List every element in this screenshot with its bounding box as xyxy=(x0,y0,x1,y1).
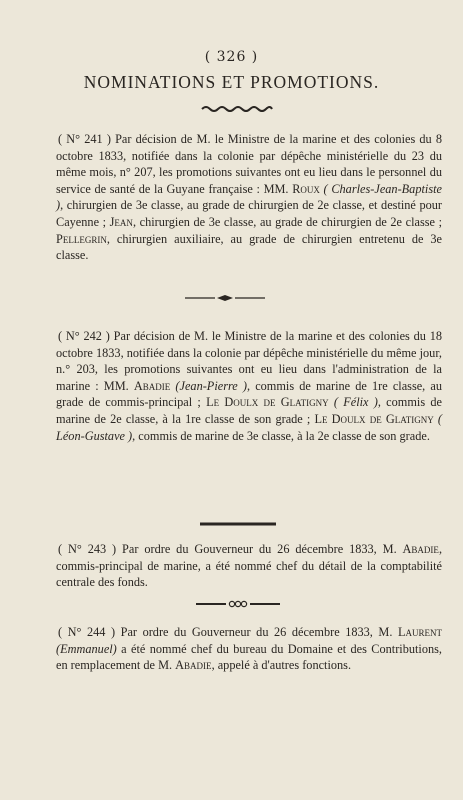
entry-242 xyxy=(56,328,442,444)
entry-text-part: Laurent xyxy=(397,625,442,639)
entry-243 xyxy=(56,541,442,591)
entry-text-part: Abadie xyxy=(175,658,212,673)
entry-text-part: Par ordre du Gouverneur du 26 décembre 1833, M. xyxy=(115,625,398,639)
entry-text-part: , chirurgien de 3e classe, au grade de chirurgien de 2e classe ; xyxy=(132,214,442,229)
entry-text-part: Abadie xyxy=(133,378,171,393)
page-title: NOMINATIONS ET PROMOTIONS. xyxy=(83,72,380,92)
entry-text-part: (Jean-Pierre ) xyxy=(170,378,247,393)
entry-text-part: a été nommé chef du bureau du Domaine et des Contributions, en remplacement de M. xyxy=(56,641,442,673)
entry-text-part: , commis de marine de 3e classe, à la 2e classe de son grade. xyxy=(132,428,430,443)
entry-text-part: , chirurgien de 3e classe, au grade de chirurgien de 2e classe, et destiné pour Cayenne ; xyxy=(56,198,442,229)
entry-text-part: , chirurgien auxiliaire, au grade de chirurgien entretenu de 3e classe. xyxy=(56,231,442,263)
entry-text-part: , commis de marine de 1re classe, au grade de commis-principal ; xyxy=(56,378,442,410)
entry-text-part: ( Félix ) xyxy=(328,395,378,410)
entry-text-part: Par décision de M. le Ministre de la marine et des colonies du 8 octobre 1833, notifiée dans la colonie par dépêche ministérielle du 23 du même mois, n° 207, les promotions suivantes ont eu lieu dans le personnel du service de santé de la Guyane française : MM. xyxy=(56,132,443,196)
entry-number: ( N° 243 ) xyxy=(58,542,117,556)
entry-number: ( N° 242 ) xyxy=(58,329,110,343)
entry-text-part: Le Doulx de Glatigny xyxy=(206,395,329,410)
title-ornament xyxy=(200,104,274,114)
entry-241 xyxy=(56,131,442,264)
separator-ornament xyxy=(185,294,265,302)
entry-text-part: , commis-principal de marine, a été nommé chef du détail de la comptabilité centrale des fonds. xyxy=(56,542,443,590)
entry-text-part: Pellegrin xyxy=(56,231,107,246)
entry-244 xyxy=(56,624,442,674)
separator-ornament xyxy=(196,600,280,608)
entry-text-part: , appelé à d'autres fonctions. xyxy=(211,658,352,673)
page-number: ( 326 ) xyxy=(204,49,259,65)
entry-text-part: Jean xyxy=(109,214,133,229)
entry-text-part: (Emmanuel) xyxy=(56,641,117,656)
entry-text-part: Abadie xyxy=(402,542,439,556)
entry-number: ( N° 244 ) xyxy=(58,625,116,639)
entry-text-part: ( Léon-Gustave ) xyxy=(56,411,442,443)
entry-text-part: Le Doulx de Glatigny xyxy=(314,411,434,426)
entry-text-part: Roux xyxy=(292,181,320,196)
entry-text-part: Par ordre du Gouverneur du 26 décembre 1833, M. xyxy=(116,542,403,556)
entry-number: ( N° 241 ) xyxy=(58,132,111,146)
separator-ornament xyxy=(200,520,276,528)
entry-text-part: ( Charles-Jean-Baptiste ) xyxy=(56,181,442,213)
entry-text-part: Par décision de M. le Ministre de la marine et des colonies du 18 octobre 1833, notifiée dans la colonie par dépêche ministérielle du même jour, n.° 203, les promotions suivantes ont eu lieu dans l'administration de la marine : MM. xyxy=(56,329,443,393)
entry-text-part: , commis de marine de 2e classe, à la 1re classe de son grade ; xyxy=(56,395,442,426)
